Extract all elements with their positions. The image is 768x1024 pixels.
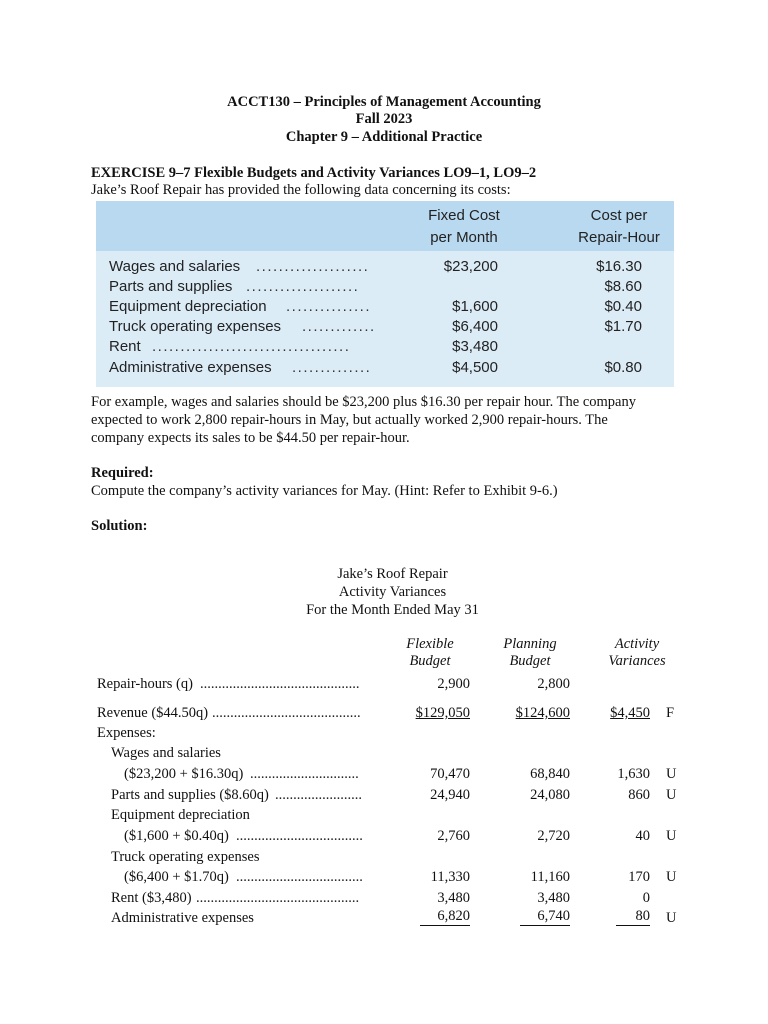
flexible-value: $129,050	[415, 705, 470, 721]
example-line: expected to work 2,800 repair-hours in May, but actually worked 2,900 repair-hours. The	[91, 412, 608, 428]
row-label: Administrative expenses	[111, 910, 254, 926]
statement-row	[0, 743, 768, 763]
table-row	[96, 277, 674, 297]
fixed-cost-header-line1: Fixed Cost	[428, 207, 500, 224]
flexible-header-line2: Budget	[409, 653, 451, 669]
variance-value: 40	[635, 828, 650, 844]
flexible-value: 70,470	[430, 766, 470, 782]
activity-variances-header	[600, 636, 674, 670]
statement-company: Jake’s Roof Repair	[337, 566, 448, 582]
planning-value: 3,480	[537, 890, 570, 906]
leader-dots: ....................	[256, 258, 370, 275]
flexible-value: 11,330	[430, 869, 470, 885]
leader-dots: ........................	[275, 787, 362, 803]
favorable-unfavorable-flag: U	[666, 828, 677, 844]
favorable-unfavorable-flag: U	[666, 766, 677, 782]
favorable-unfavorable-flag: U	[666, 787, 677, 803]
leader-dots: ..............	[292, 359, 372, 376]
row-label: Wages and salaries	[111, 745, 221, 761]
fixed-cost-value: $23,200	[443, 258, 498, 275]
row-label: Truck operating expenses	[111, 849, 260, 865]
planning-value: 2,720	[537, 828, 570, 844]
fixed-cost-header	[414, 205, 514, 249]
leader-dots: ....................	[246, 278, 360, 295]
row-label: Repair-hours (q)	[97, 676, 193, 692]
statement-period: For the Month Ended May 31	[306, 602, 479, 618]
fixed-cost-value: $6,400	[452, 318, 498, 335]
table-row	[96, 257, 674, 277]
variance-value: 0	[642, 890, 650, 906]
planning-header-line2: Budget	[509, 653, 551, 669]
planning-header-line1: Planning	[503, 636, 557, 652]
exercise-title: EXERCISE 9–7 Flexible Budgets and Activity Variances LO9–1, LO9–2	[91, 165, 537, 181]
per-hour-value: $1.70	[604, 318, 642, 335]
leader-dots: .............	[302, 318, 376, 335]
fixed-cost-value: $1,600	[452, 298, 498, 315]
row-label: ($1,600 + $0.40q)	[124, 828, 229, 844]
favorable-unfavorable-flag: U	[666, 869, 677, 885]
leader-dots: ..............................	[250, 766, 359, 782]
statement-row	[0, 805, 768, 825]
planning-value: 11,160	[530, 869, 570, 885]
planning-value: 24,080	[530, 787, 570, 803]
variance-value: 1,630	[617, 766, 650, 782]
variance-value: 170	[628, 869, 650, 885]
row-label: Expenses:	[97, 725, 156, 741]
leader-dots: ............................................	[200, 676, 360, 692]
per-hour-value: $8.60	[604, 278, 642, 295]
activity-header-line1: Activity	[614, 636, 660, 652]
flexible-value: 2,900	[437, 676, 470, 692]
table-row	[96, 337, 674, 357]
leader-dots: .........................................	[212, 705, 361, 721]
example-paragraph	[91, 393, 691, 447]
leader-dots: ...................................	[236, 828, 363, 844]
row-label: Wages and salaries	[109, 258, 241, 275]
leader-dots: ...................................	[152, 338, 351, 355]
favorable-unfavorable-flag: F	[666, 705, 675, 721]
statement-row	[0, 674, 768, 694]
variance-value: 80	[616, 908, 650, 926]
statement-row	[0, 723, 768, 743]
cost-per-hour-header	[564, 205, 674, 249]
per-hour-value: $0.80	[604, 359, 642, 376]
row-label: Administrative expenses	[109, 359, 272, 376]
row-label: Parts and supplies ($8.60q)	[111, 787, 269, 803]
planning-value: 6,740	[520, 908, 570, 926]
row-label: ($6,400 + $1.70q)	[124, 869, 229, 885]
table-row	[96, 317, 674, 337]
statement-row	[0, 785, 768, 805]
example-line: company expects its sales to be $44.50 per repair-hour.	[91, 430, 410, 446]
required-text: Compute the company’s activity variances for May. (Hint: Refer to Exhibit 9-6.)	[91, 483, 558, 499]
row-label: Revenue ($44.50q)	[97, 705, 209, 721]
fixed-cost-value: $3,480	[452, 338, 498, 355]
flexible-value: 2,760	[437, 828, 470, 844]
flexible-value: 24,940	[430, 787, 470, 803]
row-label: Parts and supplies	[109, 278, 233, 295]
statement-row	[0, 764, 768, 784]
statement-title	[0, 565, 768, 619]
term: Fall 2023	[355, 111, 413, 127]
planning-value: 68,840	[530, 766, 570, 782]
flexible-value: 3,480	[437, 890, 470, 906]
per-hour-value: $16.30	[596, 258, 642, 275]
flexible-value: 6,820	[420, 908, 470, 926]
leader-dots: ...................................	[236, 869, 363, 885]
chapter-title: Chapter 9 – Additional Practice	[285, 129, 483, 145]
table-row	[96, 297, 674, 317]
statement-row	[0, 703, 768, 723]
leader-dots: ...............	[286, 298, 372, 315]
variance-value: 860	[628, 787, 650, 803]
cost-per-hour-header-line2: Repair-Hour	[578, 229, 660, 246]
required-heading: Required:	[91, 465, 154, 481]
statement-row	[0, 826, 768, 846]
leader-dots: .............................................	[196, 890, 360, 906]
cost-per-hour-header-line1: Cost per	[590, 207, 648, 224]
row-label: Equipment depreciation	[111, 807, 250, 823]
flexible-header-line1: Flexible	[406, 636, 454, 652]
statement-row	[0, 908, 768, 928]
cost-data-table	[96, 201, 674, 387]
statement-row	[0, 847, 768, 867]
exercise-intro: Jake’s Roof Repair has provided the following data concerning its costs:	[91, 182, 511, 198]
table-row	[96, 358, 674, 378]
planning-budget-header	[495, 636, 565, 670]
fixed-cost-header-line2: per Month	[430, 229, 498, 246]
course-title: ACCT130 – Principles of Management Accounting	[227, 94, 541, 110]
row-label: Rent ($3,480)	[111, 890, 192, 906]
statement-row	[0, 888, 768, 908]
planning-value: 2,800	[537, 676, 570, 692]
statement-row	[0, 867, 768, 887]
per-hour-value: $0.40	[604, 298, 642, 315]
planning-value: $124,600	[515, 705, 570, 721]
fixed-cost-value: $4,500	[452, 359, 498, 376]
row-label: Truck operating expenses	[109, 318, 282, 335]
solution-heading: Solution:	[91, 518, 148, 534]
favorable-unfavorable-flag: U	[666, 910, 677, 926]
activity-header-line2: Variances	[608, 653, 666, 669]
row-label: Equipment depreciation	[109, 298, 267, 315]
variance-value: $4,450	[610, 705, 650, 721]
example-line: For example, wages and salaries should be $23,200 plus $16.30 per repair hour. The company	[91, 394, 636, 410]
flexible-budget-header	[395, 636, 465, 670]
row-label: ($23,200 + $16.30q)	[124, 766, 244, 782]
statement-name: Activity Variances	[338, 584, 447, 600]
row-label: Rent	[109, 338, 141, 355]
